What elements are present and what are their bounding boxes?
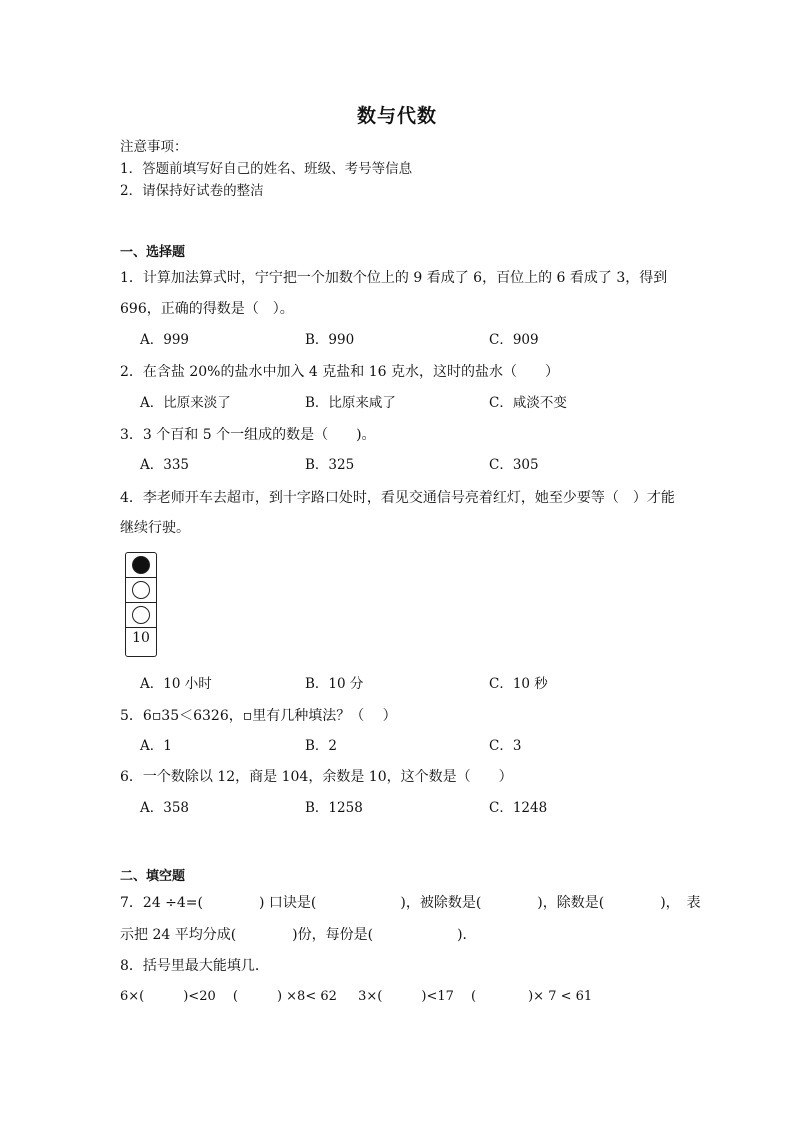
q4-option-b: B．10 分 bbox=[305, 676, 364, 692]
q3-option-c: C．305 bbox=[489, 457, 539, 473]
q4-option-c: C．10 秒 bbox=[489, 676, 548, 692]
question-4-line-2: 继续行驶。 bbox=[120, 520, 190, 536]
question-7-line-1: 7．24 ÷4=( ) 口诀是( )，被除数是( )，除数是( )， 表 bbox=[120, 895, 701, 911]
q1-option-b: B．990 bbox=[305, 332, 355, 348]
question-8-expression: 6×( )<20 ( ) ×8< 62 3×( )<17 ( )× 7 < 61 bbox=[120, 989, 593, 1004]
q2-option-a: A．比原来淡了 bbox=[140, 395, 231, 411]
question-4-line-1: 4．李老师开车去超市，到十字路口处时，看见交通信号亮着红灯，她至少要等（ ）才能 bbox=[120, 490, 675, 506]
question-7-line-2: 示把 24 平均分成( )份，每份是( )． bbox=[120, 927, 477, 943]
notes-item: 1．答题前填写好自己的姓名、班级、考号等信息 bbox=[120, 161, 413, 177]
q6-option-c: C．1248 bbox=[489, 800, 548, 816]
q2-option-b: B．比原来咸了 bbox=[305, 395, 396, 411]
q1-option-c: C．909 bbox=[489, 332, 539, 348]
q5-option-a: A．1 bbox=[140, 738, 172, 754]
q1-option-a: A．999 bbox=[140, 332, 190, 348]
traffic-light-yellow-cell bbox=[126, 578, 156, 603]
q4-option-a: A．10 小时 bbox=[140, 676, 212, 692]
light-off-icon bbox=[132, 581, 150, 599]
red-light-on-icon bbox=[132, 556, 150, 574]
q5-option-c: C．3 bbox=[489, 738, 522, 754]
countdown-number: 10 bbox=[132, 630, 150, 646]
q3-option-b: B．325 bbox=[305, 457, 355, 473]
light-off-icon bbox=[132, 606, 150, 624]
question-1-line-2: 696，正确的得数是（ ）。 bbox=[120, 301, 294, 317]
traffic-light-green-cell bbox=[126, 603, 156, 628]
traffic-light-red-cell bbox=[126, 553, 156, 578]
question-2-line: 2．在含盐 20%的盐水中加入 4 克盐和 16 克水，这时的盐水（ ） bbox=[120, 364, 559, 380]
q6-option-b: B．1258 bbox=[305, 800, 363, 816]
page-title: 数与代数 bbox=[356, 105, 437, 127]
q6-option-a: A．358 bbox=[140, 800, 190, 816]
q5-option-b: B．2 bbox=[305, 738, 338, 754]
question-5-line: 5．6▫35＜6326，▫里有几种填法？（ ） bbox=[120, 708, 397, 724]
question-1-line-1: 1．计算加法算式时，宁宁把一个加数个位上的 9 看成了 6，百位上的 6 看成了 3，得到 bbox=[120, 270, 668, 286]
notes-heading: 注意事项： bbox=[120, 139, 188, 155]
question-6-line: 6．一个数除以 12，商是 104，余数是 10，这个数是（ ） bbox=[120, 769, 513, 785]
question-8-line: 8．括号里最大能填几． bbox=[120, 958, 269, 974]
section-heading-choice: 一、选择题 bbox=[120, 245, 186, 260]
notes-item: 2．请保持好试卷的整洁 bbox=[120, 183, 264, 199]
q3-option-a: A．335 bbox=[140, 457, 190, 473]
traffic-light-figure bbox=[125, 552, 157, 657]
q2-option-c: C．咸淡不变 bbox=[489, 395, 567, 411]
section-heading-fill: 二、填空题 bbox=[120, 869, 186, 884]
question-3-line: 3．3 个百和 5 个一组成的数是（ )。 bbox=[120, 427, 376, 443]
